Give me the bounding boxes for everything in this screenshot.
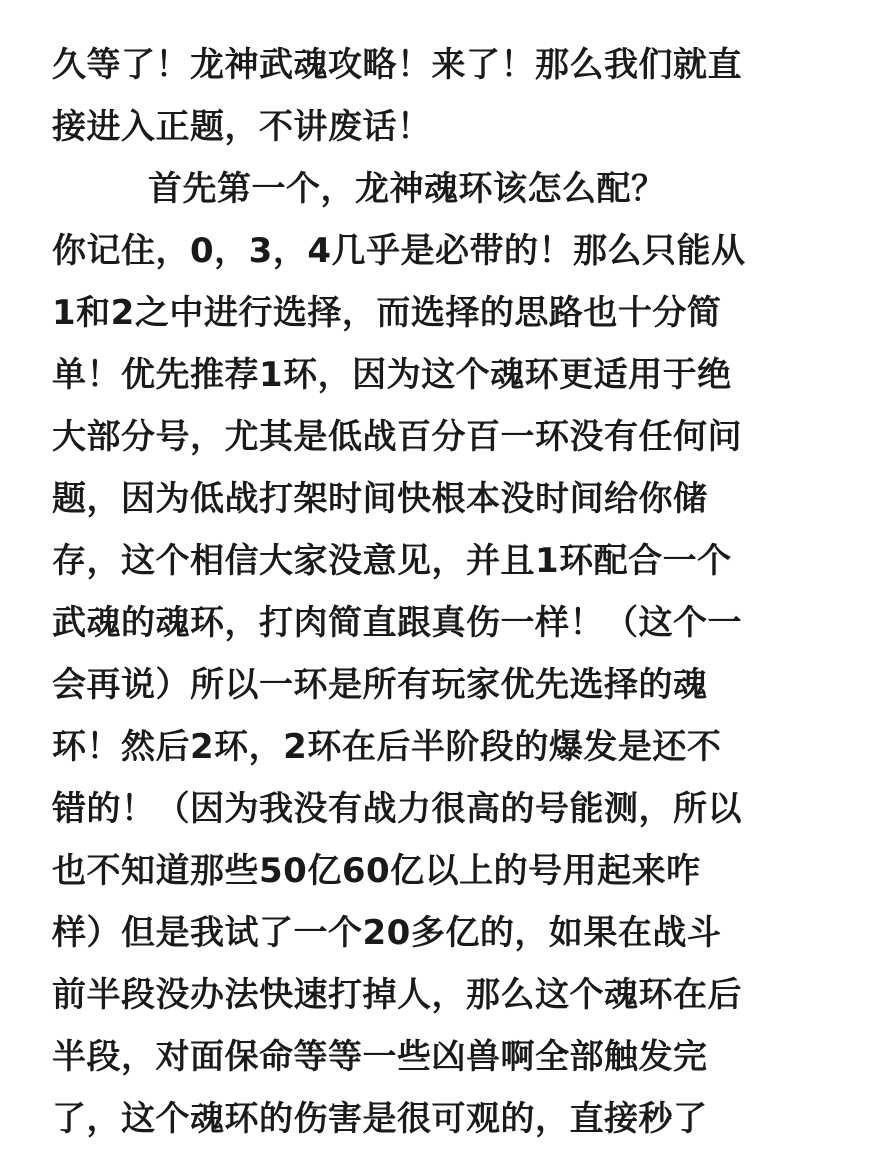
text-line: 1和2之中进行选择，而选择的思路也十分简 xyxy=(52,293,722,333)
text-line: 存，这个相信大家没意见，并且1环配合一个 xyxy=(52,541,732,581)
text-line-indented: 首先第一个，龙神魂环该怎么配？ xyxy=(148,169,666,209)
text-line: 单！优先推荐1环，因为这个魂环更适用于绝 xyxy=(52,355,732,395)
text-line: 你记住，0，3，4几乎是必带的！那么只能从 xyxy=(52,231,746,271)
text-line: 半段，对面保命等等一些凶兽啊全部触发完 xyxy=(52,1037,708,1077)
text-line: 题，因为低战打架时间快根本没时间给你储 xyxy=(52,479,708,519)
text-line: 环！然后2环，2环在后半阶段的爆发是还不 xyxy=(52,727,722,767)
text-line: 接进入正题，不讲废话！ xyxy=(52,107,432,147)
text-line: 也不知道那些50亿60亿以上的号用起来咋 xyxy=(52,851,701,891)
text-line: 武魂的魂环，打肉简直跟真伤一样！（这个一 xyxy=(52,603,742,643)
text-line: 前半段没办法快速打掉人，那么这个魂环在后 xyxy=(52,975,742,1015)
text-line-partial: 了，这个魂环的伤害是很可观的，直接秒了 xyxy=(52,1099,708,1139)
text-line: 大部分号，尤其是低战百分百一环没有任何问 xyxy=(52,417,742,457)
text-line: 久等了！龙神武魂攻略！来了！那么我们就直 xyxy=(52,45,742,85)
text-line: 会再说）所以一环是所有玩家优先选择的魂 xyxy=(52,665,708,705)
text-line: 错的！（因为我没有战力很高的号能测，所以 xyxy=(52,789,742,829)
text-line: 样）但是我试了一个20多亿的，如果在战斗 xyxy=(52,913,722,953)
